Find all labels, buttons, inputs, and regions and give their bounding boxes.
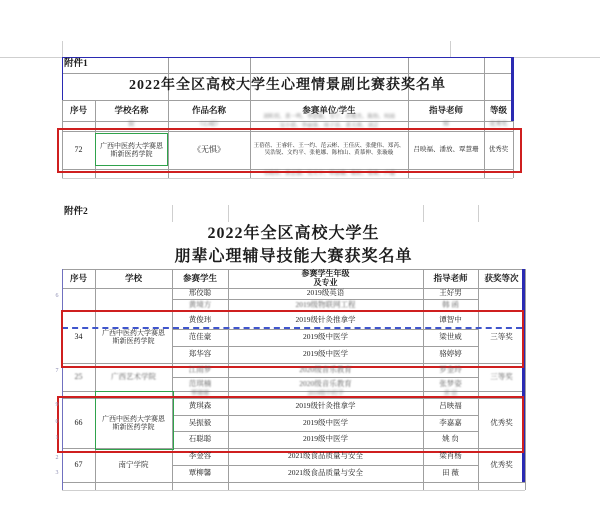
t2-r1-major: 2019级英语 [306, 288, 345, 298]
attachment1-title: 2022年全区高校大学生心理情景剧比赛获奖名单 [129, 78, 446, 94]
margin-digit: 1 [55, 435, 59, 442]
t2-g25-s1-major: 2020级音乐教育 [299, 364, 352, 374]
margin-digit: 6 [55, 293, 59, 300]
t2-g34-s2-student: 范佳豪 [188, 332, 212, 342]
t2-r2-major: 2019级物联网工程 [295, 299, 356, 309]
attachment1-label: 附件1 [64, 59, 88, 70]
t2-g66-s1-teacher: 吕映福 [439, 401, 462, 411]
t2-g66-school-line2: 斯新医药学院 [112, 423, 155, 431]
t1-red-annotation-box [57, 128, 522, 173]
t2-g34-school-line1: 广西中医药大学赛恩 [102, 328, 165, 337]
margin-digit: 2 [55, 455, 59, 462]
t1-header-work: 作品名称 [191, 105, 226, 116]
t2-g25-school: 广西艺术学院 [111, 371, 156, 381]
t2-g67-s1-major: 2021级食品质量与安全 [288, 451, 363, 461]
t2-g66-s2-teacher: 李嘉嘉 [439, 417, 462, 427]
t1-clip-award: 优秀奖 [489, 122, 508, 129]
t2-g34-s2-teacher: 梁世威 [439, 332, 462, 342]
t1-header-students: 参赛单位/学生 [302, 105, 356, 116]
t2-header-major [228, 269, 423, 288]
margin-digit: 3 [55, 470, 59, 477]
t2-header-teacher: 指导老师 [433, 273, 468, 284]
t1-row72-work: 《无惧》 [193, 145, 225, 155]
attachment2-label: 附件2 [64, 207, 88, 218]
t2-g25-award: 三等奖 [490, 371, 513, 381]
t2-g25-s2-teacher: 张梦姿 [439, 378, 462, 388]
t2-g67-s1-teacher: 梁肖杨 [439, 451, 462, 461]
t2-g25-s2-student: 范琪楠 [188, 378, 212, 388]
t2-r2-student: 黄境方 [188, 299, 212, 309]
attachment2-title-line1: 2022年全区高校大学生 [207, 224, 380, 242]
t2-header-school: 学校 [124, 273, 142, 284]
t2-header-award: 获奖等次 [484, 273, 519, 284]
t2-g66-no: 66 [74, 418, 83, 428]
t1-clipped-row-bottom: 韦晓彤、黄志强、吴天宇、覃丽娜、陈虹、梁爽、卢越 [262, 170, 395, 177]
t2-g34-award: 三等奖 [490, 331, 513, 341]
t2-g25-s1-student: 江雨梦 [188, 364, 212, 374]
t2-g67-no: 67 [74, 460, 83, 470]
t1-header-school: 学校名称 [114, 105, 149, 116]
t1-header-award: 等级 [489, 105, 507, 116]
t1-row72-award: 优秀奖 [488, 146, 509, 154]
t2-g25-s1-teacher: 罗金玲 [439, 364, 462, 374]
t2-header-major-line2: 及专业 [313, 277, 338, 287]
t1-header-no: 序号 [69, 105, 87, 116]
margin-digit: 9 [55, 402, 59, 409]
t2-g66-s2-major: 2019级中医学 [303, 417, 348, 427]
margin-digit: 0 [55, 419, 59, 426]
t2-g67-s2-teacher: 田 薇 [442, 468, 459, 478]
t1-row72-students: 王蓓蓓、王睿轩、王一约、范云彬、王佳庆、张健伟、郑芮、吴浩锐、文约平、张艳娜、陈柏山、黄慕伸、张璇璇 [253, 143, 405, 156]
t2-g25-s2-major: 2020级音乐教育 [299, 378, 352, 388]
t2-clip-student: 覃珊珊 [190, 390, 209, 397]
t1-row72-school-line2: 斯新医药学院 [110, 150, 153, 158]
t1-row72-teachers: 吕映福、潘放、覃慧珊 [413, 146, 479, 154]
t2-g25-no: 25 [74, 372, 83, 382]
t2-g66-s2-student: 吴振毅 [188, 417, 212, 427]
t2-g67-s2-major: 2021级食品质量与安全 [288, 468, 363, 478]
t2-g34-s3-teacher: 骆婷婷 [439, 349, 462, 359]
t2-g34-school-line2: 斯新医药学院 [112, 337, 155, 345]
t1-clip-line1: 刘昕玥、黄一鸣、李思敏、韦宁、苏俊杰、陈怡、何雨 [262, 114, 395, 121]
t2-g66-award: 优秀奖 [490, 417, 513, 427]
t2-g34-s1-student: 黄俊玮 [188, 314, 212, 324]
t2-g34-s1-major: 2019级针灸推拿学 [295, 314, 356, 324]
t2-clip-major: 2019级中药学 [307, 390, 344, 397]
t2-header-no: 序号 [69, 273, 87, 284]
t2-g67-s1-student: 李金容 [188, 451, 212, 461]
t1-clip-teacher: 帅 [442, 122, 449, 129]
t2-g66-s3-major: 2019级中医学 [303, 434, 348, 444]
t2-r1-teacher: 王好男 [439, 288, 462, 298]
t2-r2-teacher: 韩 函 [442, 299, 459, 309]
t1-header-teachers: 指导老师 [428, 105, 463, 116]
t2-g67-award: 优秀奖 [490, 459, 513, 469]
t2-g66-s3-student: 石聪聪 [188, 434, 212, 444]
t2-g66-school-line1: 广西中医药大学赛恩 [102, 414, 165, 423]
t1-clip-school: 院 [128, 122, 135, 129]
t1-row72-school-line1: 广西中医药大学赛恩 [100, 141, 163, 150]
t2-g67-school: 南宁学院 [118, 459, 149, 469]
t1-clip-students: 吴小倩、李丽蓉、周子昂、黄天琪、刘芸 [279, 122, 379, 129]
t2-header-major-line1: 参赛学生年级 [301, 268, 350, 278]
attachment2-title-line2: 朋辈心理辅导技能大赛获奖名单 [174, 247, 413, 265]
t2-g34-s3-major: 2019级中医学 [303, 349, 348, 359]
t2-red-annotation-box-34 [61, 310, 524, 368]
t2-red-annotation-box-66 [57, 396, 524, 453]
t2-g66-s1-student: 黄琪森 [188, 401, 212, 411]
t2-g66-s3-teacher: 姚 贠 [442, 434, 459, 444]
margin-digit: 7 [55, 368, 59, 375]
t2-g34-s1-teacher: 谭智中 [439, 314, 462, 324]
t2-g67-s2-student: 覃柳馨 [188, 468, 212, 478]
t2-header-student: 参赛学生 [182, 273, 217, 284]
t2-clip-teacher: 黄 晨 [443, 390, 458, 397]
t2-r1-student: 邢佼聪 [188, 288, 212, 298]
t2-g34-s2-major: 2019级中医学 [303, 332, 348, 342]
t1-row72-no: 72 [74, 145, 83, 155]
t2-g66-s1-major: 2019级针灸推拿学 [295, 401, 356, 411]
t1-clip-work: 《心晴》 [196, 122, 221, 129]
t2-g34-no: 34 [74, 332, 83, 342]
t2-g34-s3-student: 郑华容 [188, 349, 212, 359]
